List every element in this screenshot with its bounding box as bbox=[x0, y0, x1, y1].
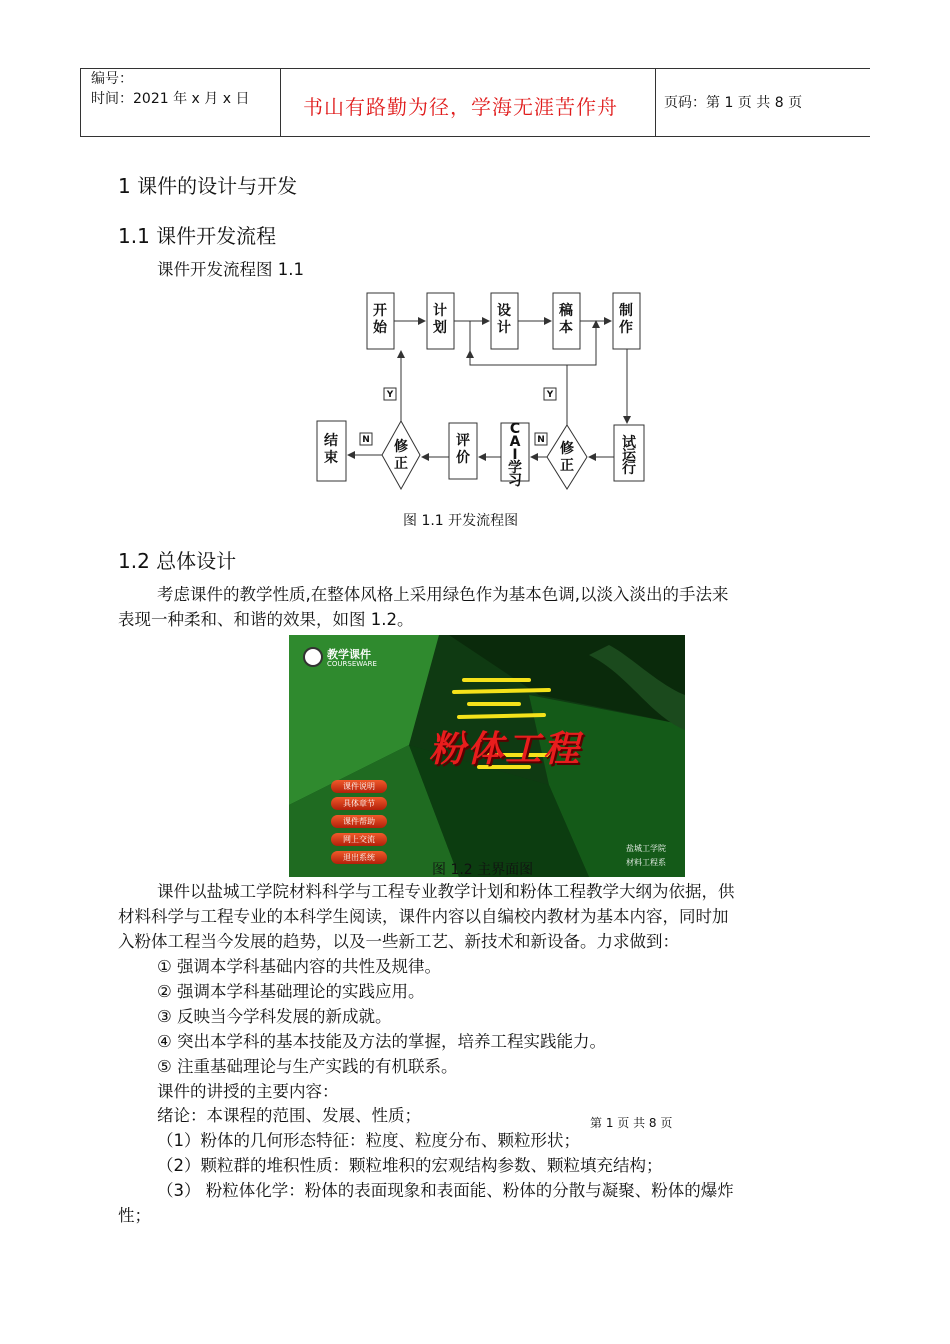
flow-y2: Y bbox=[546, 390, 554, 400]
diamond-revise2 bbox=[382, 421, 420, 489]
list-item: ③ 反映当今学科发展的新成就。 bbox=[157, 1007, 392, 1026]
code-label: 编号： bbox=[91, 71, 133, 87]
heading-1-1: 1.1 课件开发流程 bbox=[118, 224, 277, 248]
time-label: 时间：2021 年 x 月 x 日 bbox=[91, 91, 250, 107]
diamond-revise1 bbox=[547, 425, 587, 489]
content-item-3-line2: 性； bbox=[118, 1206, 151, 1225]
flow-revise2: 修正 bbox=[394, 439, 408, 472]
list-item: ① 强调本学科基础内容的共性及规律。 bbox=[157, 957, 442, 976]
flow-cai: C A I 学习 bbox=[508, 421, 522, 489]
figure-2-caption: 图 1.2 主界面图 bbox=[432, 862, 534, 878]
courseware-screenshot bbox=[289, 635, 685, 877]
para2-line1: 课件以盐城工学院材料科学与工程专业教学计划和粉体工程教学大纲为依据，供 bbox=[157, 882, 735, 901]
figure-1-caption: 图 1.1 开发流程图 bbox=[403, 513, 519, 529]
courseware-title: 粉体工程 bbox=[429, 729, 582, 770]
header-cell-info bbox=[80, 69, 281, 136]
heading-1-2: 1.2 总体设计 bbox=[118, 549, 237, 573]
flow-make: 制作 bbox=[619, 303, 633, 336]
para2-line3: 入粉体工程当今发展的趋势，以及一些新工艺、新技术和新设备。力求做到： bbox=[118, 932, 679, 951]
flow-n1: N bbox=[362, 435, 370, 445]
content-item-3-line1: （3） 粉粒体化学：粉体的表面现象和表面能、粉体的分散与凝聚、粉体的爆炸 bbox=[157, 1181, 734, 1200]
menu-btn-forum[interactable]: 网上交流 bbox=[331, 833, 387, 846]
flow-plan: 计划 bbox=[433, 303, 447, 336]
school-name: 盐城工学院 bbox=[626, 844, 666, 853]
flow-y1: Y bbox=[386, 390, 394, 400]
list-item: ⑤ 注重基础理论与生产实践的有机联系。 bbox=[157, 1057, 458, 1076]
logo-cn: 教学课件 bbox=[327, 648, 371, 661]
para2-line2: 材料科学与工程专业的本科学生阅读，课件内容以自编校内教材为基本内容，同时加 bbox=[118, 907, 729, 926]
flow-draft: 稿本 bbox=[559, 303, 573, 336]
menu-btn-chapters[interactable]: 具体章节 bbox=[331, 797, 387, 810]
header-cell-page bbox=[654, 69, 870, 136]
flow-evaluate: 评价 bbox=[456, 433, 470, 466]
header-table bbox=[80, 68, 870, 137]
content-item-1: （1）粉体的几何形态特征：粒度、粒度分布、颗粒形状； bbox=[157, 1131, 580, 1150]
logo-en: COURSEWARE bbox=[327, 660, 377, 668]
page-label: 页码：第 1 页 共 8 页 bbox=[664, 95, 803, 111]
intro-line: 绪论：本课程的范围、发展、性质； bbox=[157, 1106, 421, 1125]
para1-line1: 考虑课件的教学性质,在整体风格上采用绿色作为基本色调,以淡入淡出的手法来 bbox=[157, 585, 729, 604]
flow-start: 开始 bbox=[373, 303, 387, 336]
flow-n2: N bbox=[537, 435, 545, 445]
menu-btn-exit[interactable]: 退出系统 bbox=[331, 851, 387, 864]
flow-revise1: 修正 bbox=[560, 441, 574, 474]
footer-page-number: 第 1 页 共 8 页 bbox=[590, 1116, 673, 1130]
menu-btn-help[interactable]: 课件帮助 bbox=[331, 815, 387, 828]
flow-design: 设计 bbox=[497, 303, 511, 336]
flow-end: 结束 bbox=[324, 433, 338, 466]
para1-line2: 表现一种柔和、和谐的效果，如图 1.2。 bbox=[118, 610, 414, 629]
content-item-2: （2）颗粒群的堆积性质：颗粒堆积的宏观结构参数、颗粒填充结构； bbox=[157, 1156, 663, 1175]
flow-intro: 课件开发流程图 1.1 bbox=[157, 260, 304, 279]
motto: 书山有路勤为径，学海无涯苦作舟 bbox=[303, 95, 618, 119]
flow-trial: 试运行 bbox=[622, 435, 636, 477]
list-item: ④ 突出本学科的基本技能及方法的掌握，培养工程实践能力。 bbox=[157, 1032, 607, 1051]
content-title: 课件的讲授的主要内容： bbox=[157, 1082, 339, 1101]
list-item: ② 强调本学科基础理论的实践应用。 bbox=[157, 982, 425, 1001]
header-cell-motto bbox=[280, 69, 656, 136]
heading-1: 1 课件的设计与开发 bbox=[118, 174, 298, 198]
menu-btn-intro[interactable]: 课件说明 bbox=[331, 780, 387, 793]
flowchart bbox=[300, 285, 660, 490]
dept-name: 材料工程系 bbox=[626, 858, 666, 867]
